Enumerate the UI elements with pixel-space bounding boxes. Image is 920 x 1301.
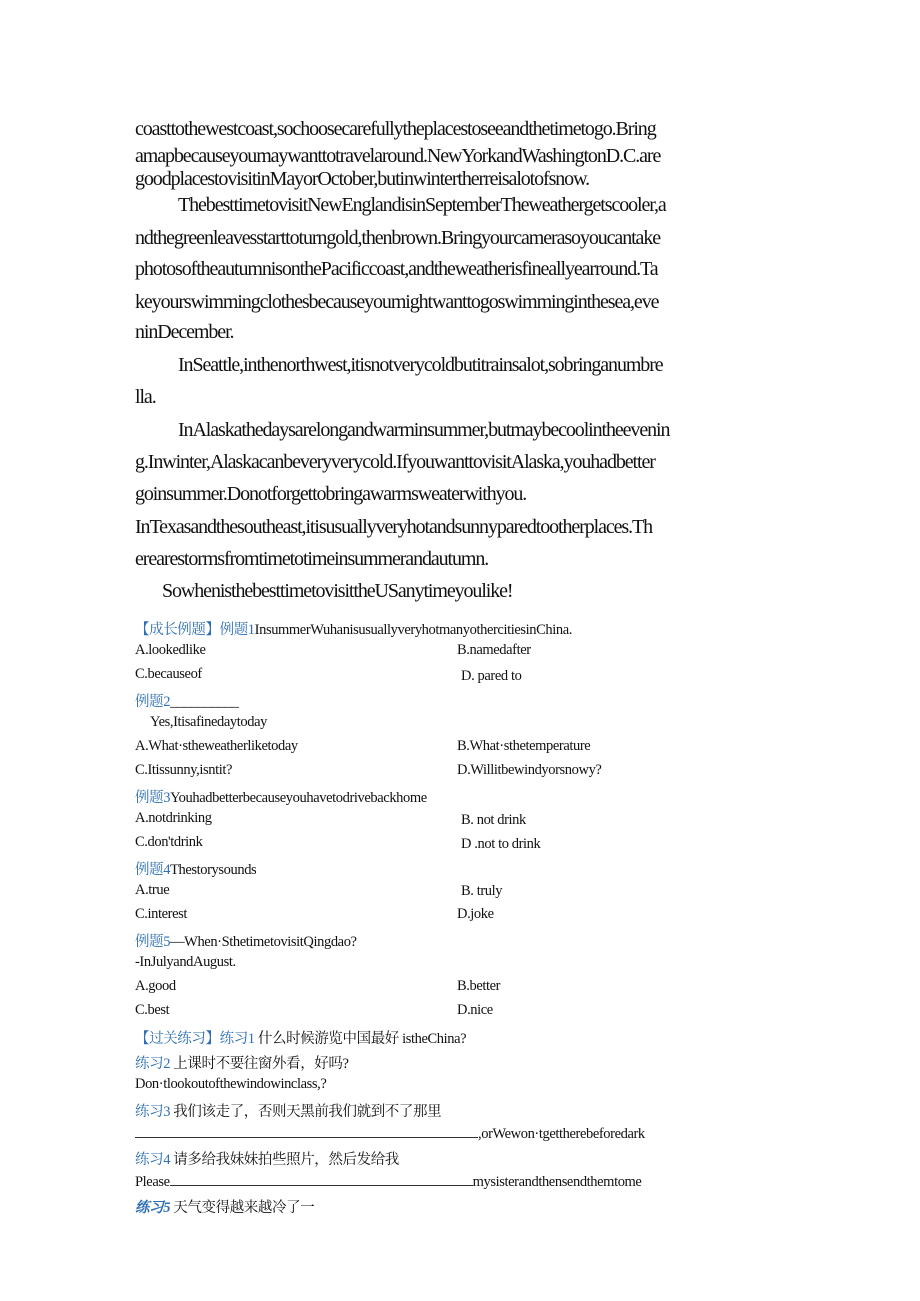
practice-label: 练习5 — [135, 1200, 171, 1216]
option-d: D. pared to — [461, 668, 522, 684]
practice-english: mysisterandthensendthemtome — [472, 1174, 642, 1190]
question-text: Thestorysounds — [170, 862, 257, 878]
example-label: 例题2 — [135, 694, 171, 710]
example-label: 例题5 — [135, 934, 171, 950]
passage-line: coasttothewestcoast,sochoosecarefullytheplacestoseeandthetimetogo.Bring — [135, 118, 656, 140]
practice-chinese: 请多给我妹妹拍些照片，然后发给我 — [173, 1152, 399, 1168]
answer-blank[interactable] — [135, 1124, 478, 1138]
question-text: Youhadbetterbecauseyouhavetodrivebackhome — [170, 790, 427, 806]
example-2-reply: Yes,Itisafinedaytoday — [150, 714, 267, 730]
example-3-question — [135, 786, 427, 807]
option-b: B.better — [457, 978, 501, 994]
option-a: A.What·stheweatherliketoday — [135, 738, 298, 754]
passage-line: InTexasandthesoutheast,itisusuallyveryhotandsunnyparedtootherplaces.Th — [135, 516, 652, 538]
option-c: C.best — [135, 1002, 170, 1018]
passage-line: goodplacestovisitinMayorOctober,butinwintertherreisalotofsnow. — [135, 168, 590, 190]
practice-chinese: 上课时不要往窗外看，好吗? — [173, 1056, 349, 1072]
passage-line: ThebesttimetovisitNewEnglandisinSeptemberTheweathergetscooler,a — [178, 194, 666, 216]
passage-line: photosoftheautumnisonthePacificcoast,andtheweatherisfineallyearround.Ta — [135, 258, 658, 280]
option-c: C.don'tdrink — [135, 834, 203, 850]
example-4-question — [135, 858, 256, 879]
practice-english: ,orWewon·tgettherebeforedark — [478, 1126, 645, 1142]
practice-2-english: Don·tlookoutofthewindowinclass,? — [135, 1076, 327, 1092]
option-a: A.true — [135, 882, 170, 898]
section-label: 【过关练习】 — [135, 1031, 220, 1047]
option-b: B. truly — [461, 883, 503, 899]
question-text: —When·SthetimetovisitQingdao? — [170, 934, 357, 950]
option-a: A.good — [135, 978, 176, 994]
practice-label: 练习3 — [135, 1104, 171, 1120]
example-label: 例题1 — [219, 622, 255, 638]
example-5-question — [135, 930, 357, 951]
passage-line: erearestormsfromtimetotimeinsummerandautumn. — [135, 548, 489, 570]
example-1-question — [135, 618, 572, 639]
practice-4-answer-line — [135, 1172, 641, 1191]
practice-chinese: 我们该走了，否则天黑前我们就到不了那里 — [173, 1104, 442, 1120]
practice-chinese: 什么时候游览中国最好 — [257, 1031, 399, 1047]
option-c: C.becauseof — [135, 666, 202, 682]
option-a: A.notdrinking — [135, 810, 212, 826]
option-c: C.Itissunny,isntit? — [135, 762, 232, 778]
practice-3-answer-line — [135, 1124, 645, 1143]
answer-blank: __________ — [170, 694, 239, 710]
passage-line: goinsummer.Donotforgettobringawarmsweaterwithyou. — [135, 483, 527, 505]
question-text: InsummerWuhanisusuallyveryhotmanyothercitiesinChina. — [254, 622, 572, 638]
passage-line: amapbecauseyoumaywanttotravelaround.NewYorkandWashingtonD.C.are — [135, 145, 661, 167]
passage-line: InAlaskathedaysarelongandwarminsummer,butmaybecoolintheevenin — [178, 419, 670, 441]
option-d: D.nice — [457, 1002, 493, 1018]
option-d: D.joke — [457, 906, 494, 922]
passage-line: InSeattle,inthenorthwest,itisnotverycoldbutitrainsalot,sobringanumbre — [178, 354, 663, 376]
option-b: B.namedafter — [457, 642, 531, 658]
practice-label: 练习4 — [135, 1152, 171, 1168]
option-b: B.What·sthetemperature — [457, 738, 591, 754]
example-label: 例题3 — [135, 790, 171, 806]
practice-label: 练习1 — [219, 1031, 255, 1047]
practice-4 — [135, 1148, 399, 1169]
answer-blank[interactable] — [170, 1172, 473, 1186]
practice-3 — [135, 1100, 441, 1121]
section-label: 【成长例题】 — [135, 622, 220, 638]
option-a: A.lookedlike — [135, 642, 206, 658]
passage-line: keyourswimmingclothesbecauseyoumightwanttogoswimminginthesea,eve — [135, 291, 659, 313]
example-2-question — [135, 690, 239, 711]
option-b: B. not drink — [461, 812, 526, 828]
example-label: 例题4 — [135, 862, 171, 878]
option-c: C.interest — [135, 906, 187, 922]
passage-line: ndthegreenleavesstarttoturngold,thenbrown.Bringyourcamerasoyoucantake — [135, 227, 661, 249]
practice-1 — [135, 1027, 466, 1048]
passage-line: lla. — [135, 386, 156, 408]
passage-line: SowhenisthebesttimetovisittheUSanytimeyoulike! — [162, 580, 513, 602]
option-d: D .not to drink — [461, 836, 541, 852]
practice-prefix: Please — [135, 1174, 170, 1190]
practice-2 — [135, 1052, 349, 1073]
practice-english: istheChina? — [402, 1031, 467, 1047]
practice-label: 练习2 — [135, 1056, 171, 1072]
practice-chinese: 天气变得越来越冷了一 — [173, 1200, 315, 1216]
practice-5 — [135, 1196, 314, 1217]
passage-line: g.Inwinter,Alaskacanbeveryverycold.IfyouwanttovisitAlaska,youhadbetter — [135, 451, 655, 473]
passage-line: ninDecember. — [135, 321, 234, 343]
option-d: D.Willitbewindyorsnowy? — [457, 762, 602, 778]
example-5-reply: -InJulyandAugust. — [135, 954, 236, 970]
